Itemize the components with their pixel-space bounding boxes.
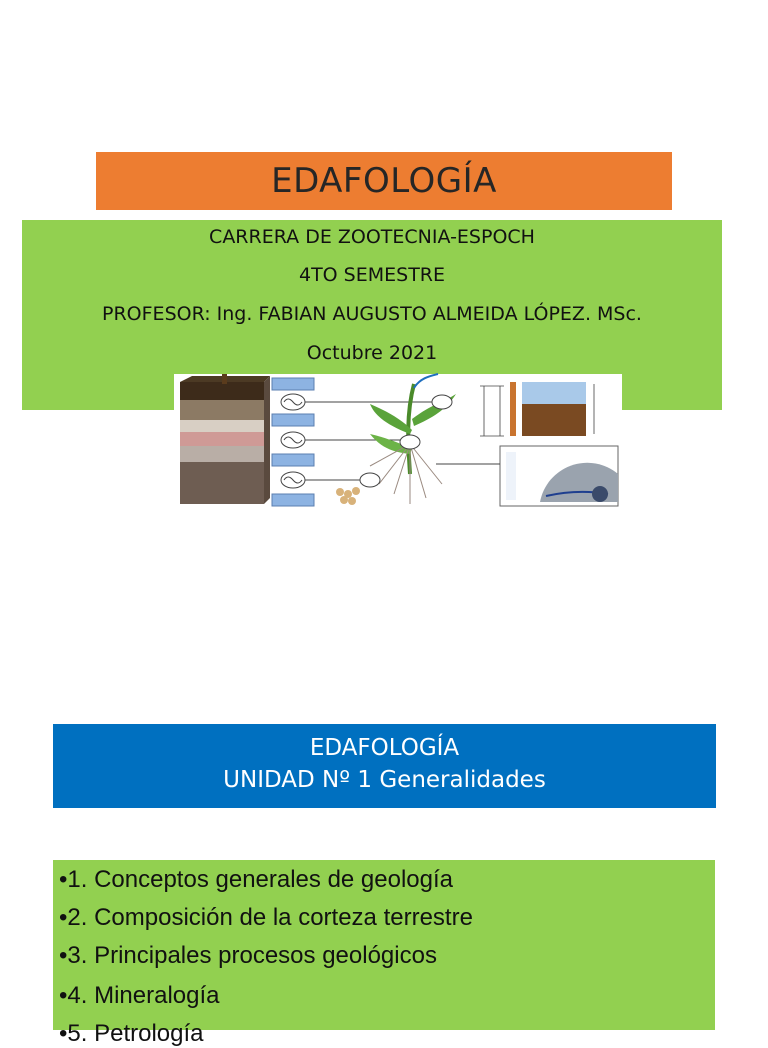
semester-line: 4TO SEMESTRE (298, 264, 446, 286)
slide-title-banner (96, 152, 672, 210)
unit-title-box (53, 724, 716, 808)
soil-profile-illustration (180, 374, 270, 504)
list-item: •1. Conceptos generales de geología (59, 866, 454, 893)
soil-plant-diagram-image (174, 374, 622, 510)
spring-symbols (281, 394, 305, 488)
career-line: CARRERA DE ZOOTECNIA-ESPOCH (209, 226, 535, 248)
professor-line: PROFESOR: Ing. FABIAN AUGUSTO ALMEIDA LÓPEZ. MSc. (102, 303, 642, 325)
unit-subject: EDAFOLOGÍA (309, 735, 460, 761)
list-item: •4. Mineralogía (59, 982, 220, 1009)
unit-title: UNIDAD Nº 1 Generalidades (223, 767, 546, 793)
list-item: •3. Principales procesos geológicos (59, 942, 437, 969)
measurement-column (480, 382, 594, 436)
list-item: •2. Composición de la corteza terrestre (59, 904, 473, 931)
process-boxes (272, 378, 314, 506)
soil-plant-diagram (174, 374, 622, 510)
topics-list (53, 860, 715, 1047)
list-item: •5. Petrología (59, 1020, 204, 1047)
slide-title: EDAFOLOGÍA (271, 161, 497, 201)
date-line: Octubre 2021 (306, 342, 438, 364)
pore-diagram (500, 446, 618, 506)
